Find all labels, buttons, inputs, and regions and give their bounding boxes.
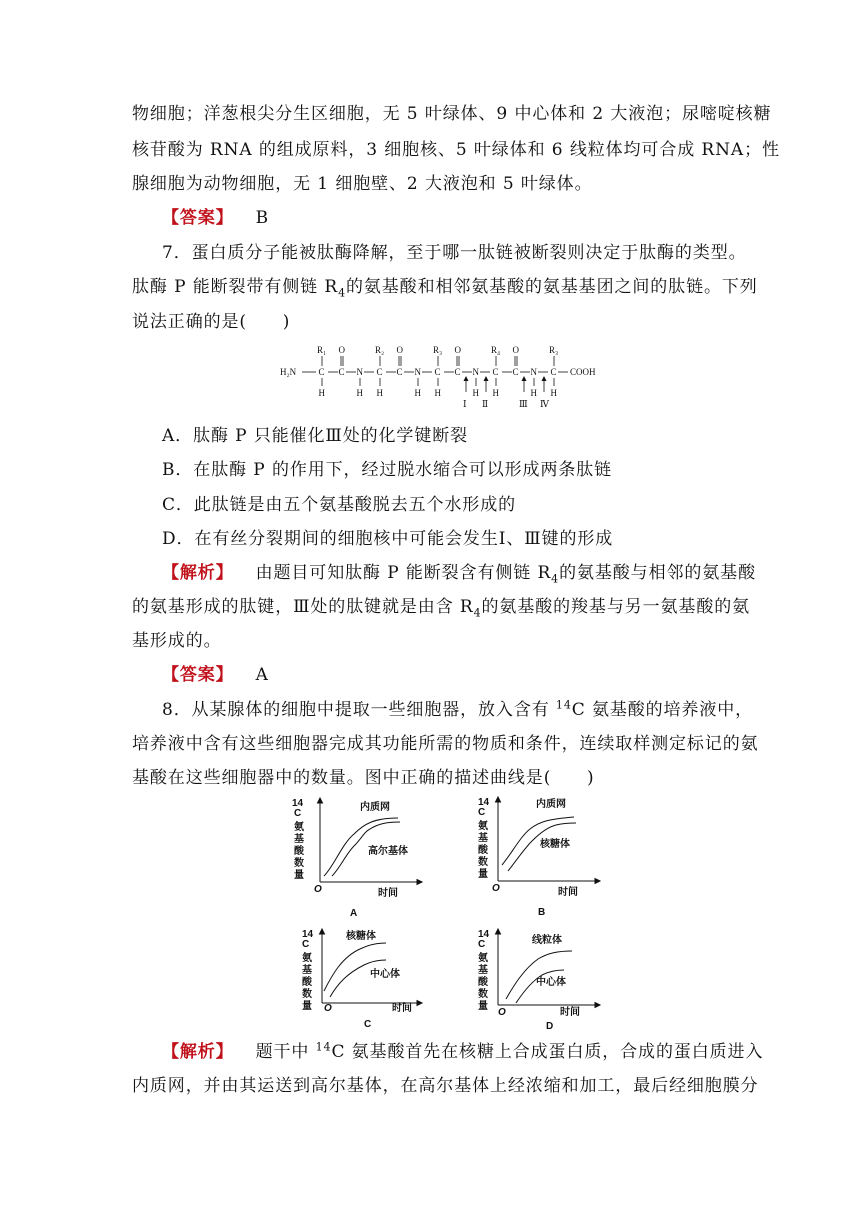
svg-text:线粒体: 线粒体 [532, 935, 562, 946]
svg-text:R₃: R₃ [433, 345, 443, 355]
svg-text:C: C [338, 367, 345, 377]
q7-option-c: C．此肽链是由五个氨基酸脱去五个水形成的 [162, 495, 517, 515]
svg-text:N: N [356, 367, 363, 377]
svg-text:O: O [396, 345, 403, 355]
q7-stem-line: 肽酶 P 能断裂带有侧链 $R_4$的氨基酸和相邻氨基酸的氨基基团之间的肽链。下列 [132, 277, 758, 300]
svg-text:氨基酸数量: 氨基酸数量 [478, 953, 488, 1012]
svg-text:14: 14 [302, 929, 314, 940]
q8-analysis-line: 内质网，并由其运送到高尔基体，在高尔基体上经浓缩和加工，最后经细胞膜分 [132, 1076, 759, 1096]
svg-text:核糖体: 核糖体 [346, 931, 376, 942]
q7-analysis-line: 【解析】 由题目可知肽酶 P 能断裂含有侧链 $R_4$的氨基酸与相邻的氨基酸 [162, 563, 756, 586]
graph-a [290, 796, 425, 918]
svg-text:O: O [338, 345, 345, 355]
text-line: 腺细胞为动物细胞，无 1 细胞壁、2 大液泡和 5 叶绿体。 [132, 174, 593, 194]
peptide-structure-diagram [280, 340, 620, 412]
svg-text:核糖体: 核糖体 [540, 839, 570, 850]
svg-text:R₁: R₁ [317, 345, 327, 355]
svg-text:R₃: R₃ [549, 345, 559, 355]
q7-answer: A [255, 665, 269, 685]
svg-text:O: O [498, 1007, 506, 1018]
svg-text:14: 14 [478, 797, 490, 808]
svg-text:H: H [530, 388, 537, 398]
svg-text:Ⅱ: Ⅱ [482, 399, 489, 409]
q6-answer: B [255, 208, 270, 228]
svg-text:时间: 时间 [392, 1003, 412, 1014]
svg-text:C: C [302, 939, 310, 950]
svg-text:氨基酸数量: 氨基酸数量 [302, 953, 312, 1012]
svg-text:14: 14 [478, 929, 490, 940]
svg-text:A: A [350, 908, 358, 918]
graph-c [300, 925, 425, 1035]
svg-text:O: O [314, 884, 322, 895]
svg-text:H: H [492, 388, 499, 398]
q7-option-b: B．在肽酶 P 的作用下，经过脱水缩合可以形成两条肽链 [162, 460, 613, 480]
svg-text:O: O [324, 1003, 332, 1014]
svg-text:H: H [472, 388, 479, 398]
svg-text:中心体: 中心体 [370, 969, 400, 980]
svg-text:时间: 时间 [378, 888, 398, 899]
svg-text:N: N [414, 367, 421, 377]
svg-text:N: N [530, 367, 537, 377]
q7-answer-line [162, 664, 762, 686]
svg-text:O: O [492, 883, 500, 894]
answer-tag: 【答案】 [162, 665, 234, 685]
svg-text:B: B [538, 907, 546, 918]
analysis-tag: 【解析】 [162, 563, 234, 583]
svg-text:14: 14 [292, 798, 304, 809]
svg-text:COOH: COOH [570, 367, 596, 377]
svg-text:O: O [454, 345, 461, 355]
text-line: 物细胞；洋葱根尖分生区细胞，无 5 叶绿体、9 中心体和 2 大液泡；尿嘧啶核糖 [132, 104, 772, 124]
q6-answer-line [162, 207, 762, 229]
q8-stem-line: 8．从某腺体的细胞中提取一些细胞器，放入含有 $^{14}$C 氨基酸的培养液中， [162, 698, 754, 720]
svg-text:R₄: R₄ [491, 345, 501, 355]
svg-text:O: O [512, 345, 519, 355]
svg-text:H: H [376, 388, 383, 398]
q8-stem-line: 培养液中含有这些细胞器完成其功能所需的物质和条件，连续取样测定标记的氨 [132, 734, 759, 754]
svg-text:C: C [550, 367, 557, 377]
svg-text:氨基酸数量: 氨基酸数量 [478, 821, 488, 880]
graph-d [476, 925, 611, 1035]
q7-stem-line: 说法正确的是( ) [132, 312, 291, 332]
svg-text:Ⅲ: Ⅲ [519, 399, 528, 409]
svg-text:H: H [434, 388, 441, 398]
svg-text:高尔基体: 高尔基体 [368, 846, 408, 857]
svg-text:时间: 时间 [560, 1007, 580, 1018]
svg-text:C: C [512, 367, 519, 377]
svg-text:H: H [414, 388, 421, 398]
q7-analysis-line: 基形成的。 [132, 631, 222, 651]
svg-text:D: D [546, 1021, 554, 1032]
svg-text:C: C [294, 808, 302, 819]
svg-text:Ⅰ: Ⅰ [463, 399, 467, 409]
svg-text:C: C [454, 367, 461, 377]
q8-stem-line: 基酸在这些细胞器中的数量。图中正确的描述曲线是( ) [132, 768, 595, 788]
svg-text:R₂: R₂ [375, 345, 385, 355]
q7-option-a: A．肽酶 P 只能催化Ⅲ处的化学键断裂 [162, 426, 469, 446]
q7-stem-line: 7．蛋白质分子能被肽酶降解，至于哪一肽链被断裂则决定于肽酶的类型。 [162, 243, 747, 263]
svg-text:Ⅳ: Ⅳ [540, 399, 549, 409]
svg-text:H: H [550, 388, 557, 398]
svg-text:C: C [434, 367, 441, 377]
curve-mitochondria [506, 951, 572, 999]
svg-text:C: C [318, 367, 325, 377]
svg-text:中心体: 中心体 [536, 977, 566, 988]
q7-analysis-line: 的氨基形成的肽键，Ⅲ处的肽键就是由含 $R_4$的氨基酸的羧基与另一氨基酸的氨 [132, 597, 751, 620]
svg-text:H: H [318, 388, 325, 398]
svg-text:H₂N: H₂N [280, 367, 297, 377]
svg-text:N: N [472, 367, 479, 377]
svg-text:C: C [396, 367, 403, 377]
svg-text:C: C [376, 367, 383, 377]
analysis-tag: 【解析】 [162, 1042, 234, 1062]
svg-text:C: C [478, 807, 486, 818]
svg-text:氨基酸数量: 氨基酸数量 [294, 822, 304, 881]
answer-tag: 【答案】 [162, 208, 234, 228]
svg-text:H: H [356, 388, 363, 398]
graph-b [476, 793, 611, 918]
q7-option-d: D．在有丝分裂期间的细胞核中可能会发生Ⅰ、Ⅲ键的形成 [162, 529, 614, 549]
svg-text:C: C [492, 367, 499, 377]
svg-text:内质网: 内质网 [360, 802, 390, 813]
svg-text:内质网: 内质网 [536, 799, 566, 810]
text-line: 核苷酸为 RNA 的组成原料，3 细胞核、5 叶绿体和 6 线粒体均可合成 RNA；性 [132, 140, 780, 160]
svg-text:C: C [478, 939, 486, 950]
svg-text:C: C [364, 1019, 372, 1030]
q8-analysis-line: 【解析】 题干中 $^{14}$C 氨基酸首先在核糖上合成蛋白质，合成的蛋白质进入 [162, 1040, 764, 1062]
svg-text:时间: 时间 [558, 887, 578, 898]
curve-ribosome [324, 943, 386, 991]
